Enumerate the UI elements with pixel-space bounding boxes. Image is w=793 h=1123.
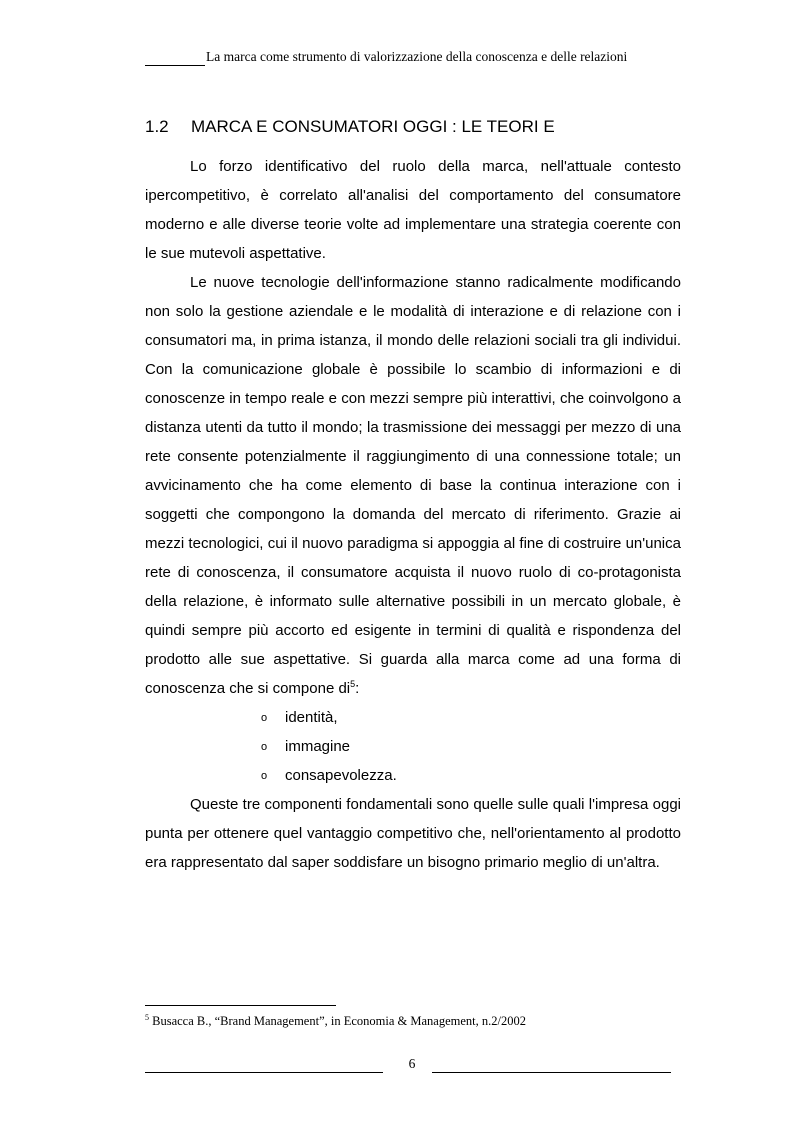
running-header: La marca come strumento di valorizzazione della conoscenza e delle relazioni: [206, 49, 628, 64]
paragraph-2: [145, 268, 681, 703]
list-item: [261, 732, 681, 761]
body-text: [145, 152, 681, 877]
footnote-rule: [145, 1005, 336, 1006]
list-item-text: identità,: [285, 709, 338, 726]
paragraph-2-text: Le nuove tecnologie dell'informazione stanno radicalmente modificando non solo la gestione aziendale e le modalità di interazione e di relazione con i consumatori ma, in prima istanza, il mondo delle relazioni sociali tra gli individui. Con la comunicazione globale è possibile lo scambio di informazioni e di conoscenze in tempo reale e con mezzi sempre più interattivi, che coinvolgono a distanza utenti da tutto il mondo; la trasmissione dei messaggi per mezzo di una rete consente potenzialmente il raggiungimento di una connessione totale; un avvicinamento che ha come elemento di base la continua interazione con i soggetti che compongono la domanda del mercato di riferimento. Grazie ai mezzi tecnologici, cui il nuovo paradigma si appoggia al fine di costruire un'unica rete di conoscenza, il consumatore acquista il nuovo ruolo di co-protagonista della relazione, è informato sulle alternative possibili in un mercato globale, è quindi sempre più accorto ed esigente in termini di qualità e rispondenza del prodotto alle sue aspettative. Si guarda alla marca come ad una forma di conoscenza che si compone di: [145, 274, 681, 697]
footnote-number: 5: [145, 1013, 149, 1022]
bullet-marker: o: [261, 712, 268, 724]
paragraph-3: Queste tre componenti fondamentali sono quelle sulle quali l'impresa oggi punta per ottenere quel vantaggio competitivo che, nell'orientamento al prodotto era rappresentato dal saper soddisfare un bisogno primario meglio di un'altra.: [145, 796, 681, 871]
footer-rule-right: [432, 1072, 671, 1073]
list-item-text: consapevolezza.: [285, 767, 397, 784]
footnote: [145, 1014, 526, 1029]
bullet-marker: o: [261, 770, 268, 782]
list-item: [261, 703, 681, 732]
list-item: [261, 761, 681, 790]
bullet-list: [145, 703, 681, 790]
paragraph-2-end: :: [355, 680, 360, 697]
list-item-text: immagine: [285, 738, 351, 755]
section-number: 1.2: [145, 117, 169, 136]
page-number: 6: [408, 1056, 416, 1071]
footnote-reference: 5: [350, 679, 356, 689]
header-rule: [145, 65, 205, 66]
footer-rule-left: [145, 1072, 383, 1073]
bullet-marker: o: [261, 741, 268, 753]
footnote-text: Busacca B., “Brand Management”, in Economia & Management, n.2/2002: [149, 1014, 526, 1028]
section-heading: [145, 117, 555, 137]
section-title: MARCA E CONSUMATORI OGGI : LE TEORI E: [191, 117, 555, 136]
paragraph-1: Lo forzo identificativo del ruolo della marca, nell'attuale contesto ipercompetitivo, è correlato all'analisi del comportamento del consumatore moderno e alle diverse teorie volte ad implementare una strategia coerente con le sue mutevoli aspettative.: [145, 158, 681, 262]
